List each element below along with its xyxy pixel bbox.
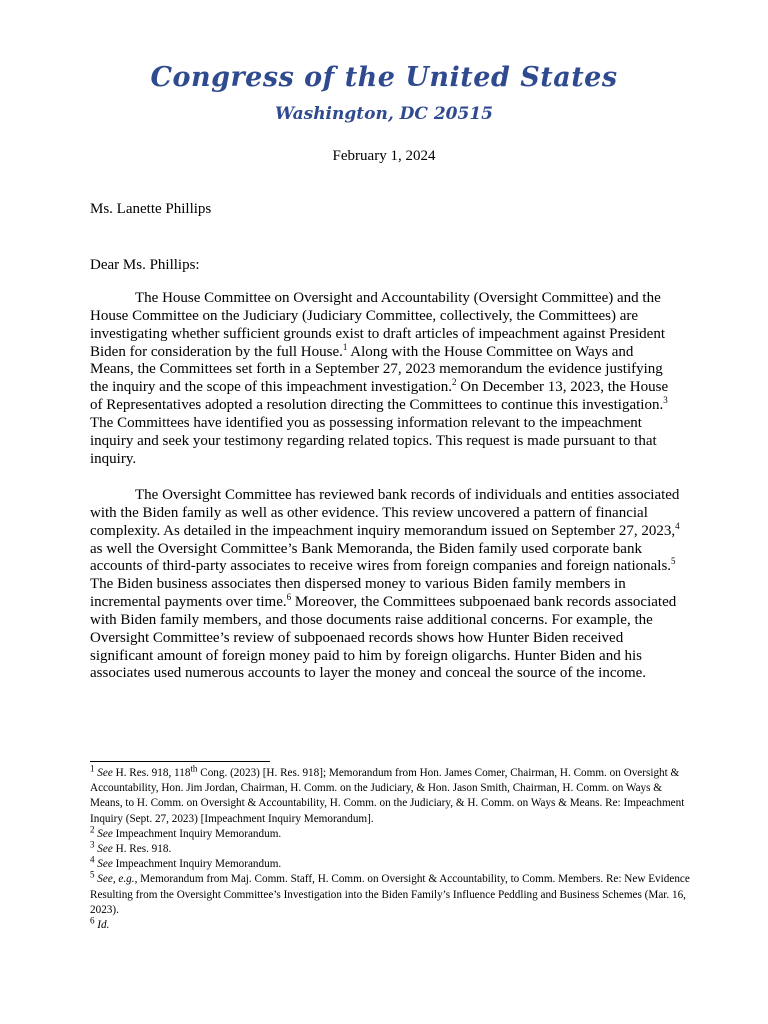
paragraph-1 [90, 290, 680, 468]
salutation: Dear Ms. Phillips: [90, 257, 200, 273]
footnote-3: $^3$ See H. Res. 918. [90, 839, 172, 856]
p2-text-c: The Biden business associates then dispersed money to various Biden family members in incremental payments over time. [90, 576, 626, 611]
p2-text-a: The Oversight Committee has reviewed bank records of individuals and entities associated with the Biden family as well as other evidence. This review uncovered a pattern of financial complexity. As detailed in the impeachment inquiry memorandum issued on September 27, 2023, [90, 487, 680, 539]
footnote-ref-2: 2 [452, 377, 457, 388]
recipient-name: Ms. Lanette Phillips [90, 201, 212, 217]
footnote-5: $^5$ See, e.g., Memorandum from Maj. Comm. Staff, H. Comm. on Oversight & Accountability, to Comm. Members. Re: New Evidence Resulting from the Oversight Committee’s Investigation into the Biden Family’s Influence Peddling and Business Schemes (Mar. 16, 2023). [90, 869, 690, 916]
footnotes [90, 763, 690, 933]
p2-text-b: as well the Oversight Committee’s Bank Memoranda, the Biden family used corporate bank accounts of third-party associates to receive wires from foreign companies and foreign nationals. [90, 540, 672, 575]
letter-date: February 1, 2024 [332, 148, 436, 164]
p1-text-c: On December 13, 2023, the House of Representatives adopted a resolution directing the Committees to continue this investigation. [90, 379, 669, 414]
footnote-2: $^2$ See Impeachment Inquiry Memorandum. [90, 824, 282, 840]
footnote-6: $^6$ Id. [90, 915, 110, 932]
p2-text-d: Moreover, the Committees subpoenaed bank records associated with Biden family members, and those documents raise additional concerns. For example, the Oversight Committee’s review of subpoenaed records shows how Hunter Biden received significant amount of foreign money paid to him by foreign oligarchs. Hunter Biden and his associates used numerous accounts to layer the money and conceal the source of the income. [90, 594, 677, 682]
footnote-ref-6: 6 [286, 592, 292, 603]
footnote-ref-4: 4 [675, 520, 680, 531]
paragraph-2 [90, 487, 680, 683]
footnote-ref-1: 1 [342, 341, 348, 352]
letterhead-title: Congress of the United States [150, 62, 618, 93]
footnote-divider [90, 761, 270, 762]
p1-text-d: The Committees have identified you as possessing information relevant to the impeachment inquiry and seek your testimony regarding related topics. This request is made pursuant to that inquiry. [90, 414, 657, 467]
footnote-4: $^4$ See Impeachment Inquiry Memorandum. [90, 854, 282, 871]
footnote-ref-3: 3 [663, 395, 668, 406]
footnote-1: $^1$ See H. Res. 918, 118th Cong. (2023) [H. Res. 918]; Memorandum from Hon. James Comer, Chairman, H. Comm. on Oversight & Accountability, Hon. Jim Jordan, Chairman, H. Comm. on the Judiciary, & Hon. Jason Smith, Chairman, H. Comm. on Ways & Means, to H. Comm. on Oversight & Accountability, H. Comm. on the Judiciary, & H. Comm. on Ways & Means. Re: Impeachment Inquiry (Sept. 27, 2023) [Impeachment Inquiry Memorandum]. [90, 763, 685, 825]
letterhead-address: Washington, DC 20515 [275, 104, 493, 124]
p1-text-a: The House Committee on Oversight and Accountability (Oversight Committee) and the House Committee on the Judiciary (Judiciary Committee, collectively, the Committees) are investigating whether sufficient grounds exist to draft articles of impeachment against President Biden for consideration by the full House. [90, 290, 665, 360]
p1-text-b: Along with the House Committee on Ways and Means, the Committees set forth in a September 27, 2023 memorandum the evidence justifying the inquiry and the scope of this impeachment investigation. [90, 343, 663, 396]
footnote-ref-5: 5 [671, 556, 676, 567]
